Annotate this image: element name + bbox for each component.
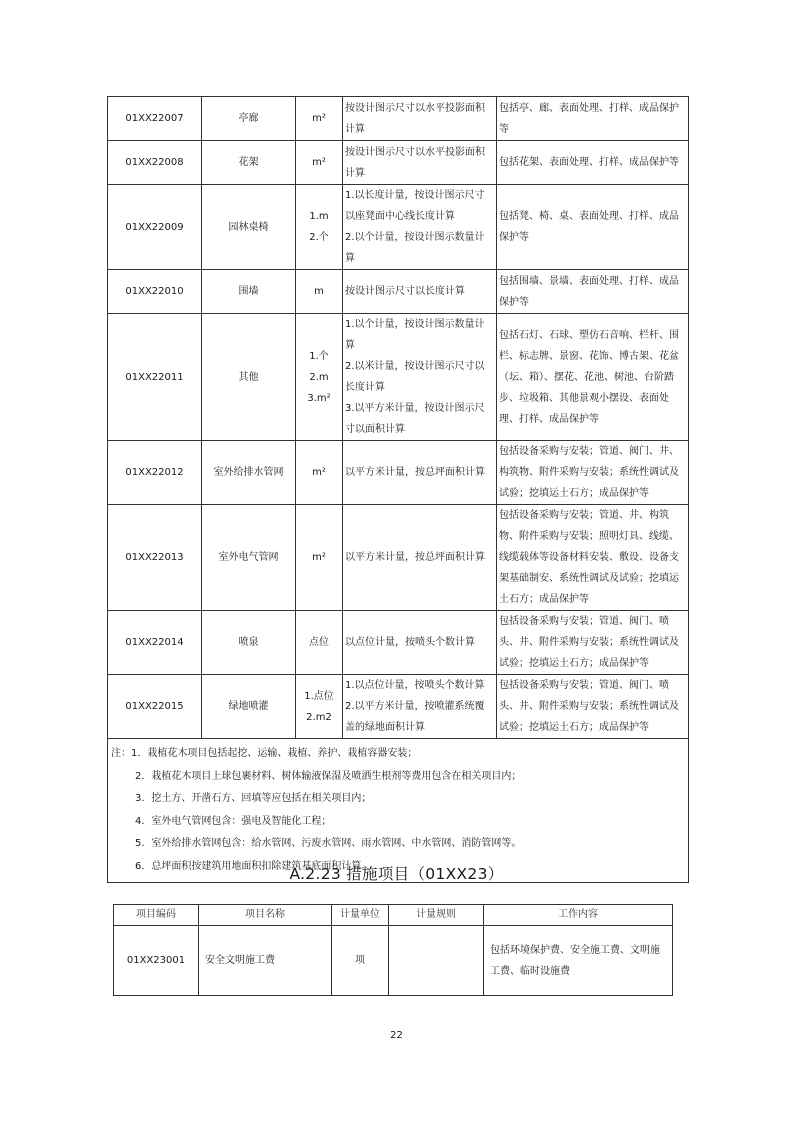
cell-rule: 按设计图示尺寸以水平投影面积计算 bbox=[343, 97, 497, 141]
table-row bbox=[108, 675, 689, 739]
cell-name: 其他 bbox=[202, 314, 296, 441]
table-row bbox=[108, 505, 689, 611]
cell-code: 01XX22014 bbox=[108, 611, 202, 675]
cell-rule bbox=[389, 926, 484, 996]
cell-unit: m² bbox=[296, 97, 343, 141]
cell-code: 01XX22008 bbox=[108, 141, 202, 185]
cell-unit: 1.个 2.m 3.m² bbox=[296, 314, 343, 441]
cell-rule: 按设计图示尺寸以长度计算 bbox=[343, 270, 497, 314]
cell-name: 安全文明施工费 bbox=[199, 926, 332, 996]
header-name: 项目名称 bbox=[199, 905, 332, 926]
table-row bbox=[108, 185, 689, 270]
measures-table bbox=[113, 904, 673, 996]
cell-name: 喷泉 bbox=[202, 611, 296, 675]
cell-name: 亭廊 bbox=[202, 97, 296, 141]
header-content: 工作内容 bbox=[484, 905, 673, 926]
table-row bbox=[108, 611, 689, 675]
page-number: 22 bbox=[390, 1030, 403, 1041]
header-code: 项目编码 bbox=[114, 905, 199, 926]
cell-rule: 以平方米计量，按总坪面积计算 bbox=[343, 505, 497, 611]
cell-rule: 1.以长度计量，按设计图示尺寸以座凳面中心线长度计算 2.以个计量，按设计图示数量计算 bbox=[343, 185, 497, 270]
note-line: 2．栽植花木项目上球包裹材料、树体输液保湿及喷洒生根剂等费用包含在相关项目内； bbox=[135, 770, 522, 782]
cell-content: 包括凳、椅、桌、表面处理、打样、成品保护等 bbox=[497, 185, 689, 270]
cell-name: 室外电气管网 bbox=[202, 505, 296, 611]
note-line: 6．总坪面积按建筑用地面积扣除建筑基底面积计算。 bbox=[135, 860, 372, 872]
cell-code: 01XX23001 bbox=[114, 926, 199, 996]
cell-name: 园林桌椅 bbox=[202, 185, 296, 270]
table-row bbox=[108, 441, 689, 505]
cell-rule: 以平方米计量，按总坪面积计算 bbox=[343, 441, 497, 505]
cell-rule: 1.以点位计量，按喷头个数计算 2.以平方米计量，按喷灌系统覆盖的绿地面积计算 bbox=[343, 675, 497, 739]
header-rule: 计量规则 bbox=[389, 905, 484, 926]
cell-unit: 1.点位 2.m2 bbox=[296, 675, 343, 739]
cell-unit: m² bbox=[296, 505, 343, 611]
cell-rule: 按设计图示尺寸以水平投影面积计算 bbox=[343, 141, 497, 185]
cell-rule: 1.以个计量，按设计图示数量计算 2.以米计量，按设计图示尺寸以长度计算 3.以平方米计量，按设计图示尺寸以面积计算 bbox=[343, 314, 497, 441]
cell-code: 01XX22015 bbox=[108, 675, 202, 739]
cell-unit: 点位 bbox=[296, 611, 343, 675]
cell-content: 包括设备采购与安装；管道、井、构筑物、附件采购与安装；照明灯具、线缆、线缆载体等设备材料安装、敷设、设备支架基础制安、系统性调试及试验；挖填运土石方；成品保护等 bbox=[497, 505, 689, 611]
cell-name: 围墙 bbox=[202, 270, 296, 314]
note-line: 注：1．栽植花木项目包括起挖、运输、栽植、养护、栽植容器安装； bbox=[111, 748, 418, 759]
measurement-table bbox=[107, 96, 689, 883]
cell-unit: m² bbox=[296, 141, 343, 185]
cell-content: 包括石灯、石球、塑仿石音响、栏杆、围栏、标志牌、景窗、花饰、博古架、花盆（坛、箱）、摆花、花池、树池、台阶踏步、垃圾箱、其他景观小摆设、表面处理、打样、成品保护等 bbox=[497, 314, 689, 441]
table-row bbox=[108, 97, 689, 141]
cell-content: 包括设备采购与安装；管道、阀门、井、构筑物、附件采购与安装；系统性调试及试验；挖填运土石方；成品保护等 bbox=[497, 441, 689, 505]
notes-row bbox=[108, 739, 689, 883]
cell-unit: m bbox=[296, 270, 343, 314]
cell-content: 包括亭、廊、表面处理、打样、成品保护等 bbox=[497, 97, 689, 141]
cell-unit: 项 bbox=[332, 926, 389, 996]
table-row bbox=[108, 314, 689, 441]
cell-content: 包括围墙、景墙、表面处理、打样、成品保护等 bbox=[497, 270, 689, 314]
cell-rule: 以点位计量，按喷头个数计算 bbox=[343, 611, 497, 675]
table-row bbox=[108, 141, 689, 185]
cell-name: 花架 bbox=[202, 141, 296, 185]
cell-code: 01XX22013 bbox=[108, 505, 202, 611]
note-line: 3．挖土方、开凿石方、回填等应包括在相关项目内； bbox=[135, 793, 372, 804]
notes-cell bbox=[108, 739, 689, 883]
cell-name: 室外给排水管网 bbox=[202, 441, 296, 505]
note-line: 5．室外给排水管网包含：给水管网、污废水管网、雨水管网、中水管网、消防管网等。 bbox=[135, 838, 522, 849]
note-line: 4．室外电气管网包含：强电及智能化工程； bbox=[135, 815, 332, 827]
cell-code: 01XX22012 bbox=[108, 441, 202, 505]
header-row bbox=[114, 905, 673, 926]
header-unit: 计量单位 bbox=[332, 905, 389, 926]
cell-code: 01XX22007 bbox=[108, 97, 202, 141]
table-row bbox=[114, 926, 673, 996]
cell-name: 绿地喷灌 bbox=[202, 675, 296, 739]
cell-content: 包括环境保护费、安全施工费、文明施工费、临时设施费 bbox=[484, 926, 673, 996]
cell-unit: m² bbox=[296, 441, 343, 505]
cell-code: 01XX22011 bbox=[108, 314, 202, 441]
cell-content: 包括设备采购与安装；管道、阀门、喷头、井、附件采购与安装；系统性调试及试验；挖填运土石方；成品保护等 bbox=[497, 611, 689, 675]
cell-unit: 1.m 2.个 bbox=[296, 185, 343, 270]
cell-content: 包括花架、表面处理、打样、成品保护等 bbox=[497, 141, 689, 185]
section-heading: A.2.23 措施项目（01XX23） bbox=[289, 865, 504, 883]
cell-code: 01XX22010 bbox=[108, 270, 202, 314]
cell-code: 01XX22009 bbox=[108, 185, 202, 270]
cell-content: 包括设备采购与安装；管道、阀门、喷头、井、附件采购与安装；系统性调试及试验；挖填运土石方；成品保护等 bbox=[497, 675, 689, 739]
table-row bbox=[108, 270, 689, 314]
